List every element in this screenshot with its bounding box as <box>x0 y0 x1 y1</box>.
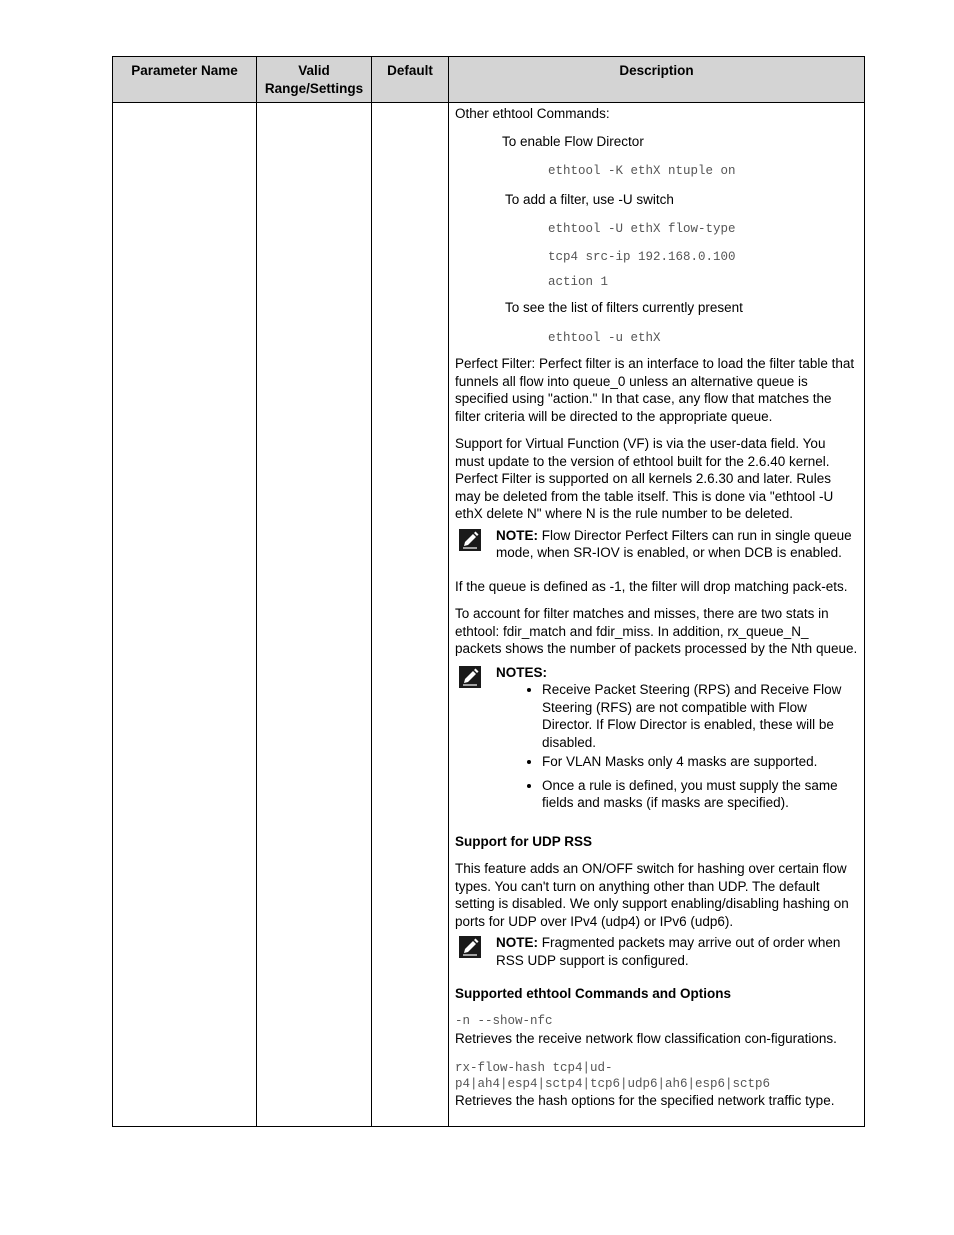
show-nfc-option: -n --show-nfc <box>455 1013 553 1028</box>
perfect-filter-paragraph: Perfect Filter: Perfect filter is an interface to load the filter table that funnels all flow into queue_0 unless an alternative queue is specified using "action." In that case, any flow that matches the filter criteria will be directed to the appropriate queue. <box>455 356 855 424</box>
rx-flow-hash-description: Retrieves the hash options for the specified network traffic type. <box>455 1092 835 1108</box>
queue-drop-paragraph: If the queue is defined as -1, the filter will drop matching pack-ets. <box>455 578 848 594</box>
udp-rss-paragraph: This feature adds an ON/OFF switch for hashing over certain flow types. You can't turn on anything other than UDP. The default setting is disabled. We only support enabling/disabling hashing on ports for UDP over IPv4 (udp4) or IPv6 (udp6). <box>455 861 849 929</box>
header-valid-range-line1: Valid <box>298 63 330 78</box>
notes-block <box>455 664 858 817</box>
table-header-row <box>113 57 865 103</box>
table-row <box>113 103 865 1127</box>
note-perfect-filters <box>455 527 858 562</box>
parameter-name-cell <box>113 103 257 1127</box>
ntuple-command: ethtool -K ethX ntuple on <box>548 164 736 178</box>
show-nfc-description: Retrieves the receive network flow classification con-figurations. <box>455 1031 837 1046</box>
note-pencil-icon <box>459 666 481 688</box>
note-text: Flow Director Perfect Filters can run in single queue mode, when SR-IOV is enabled, or when DCB is enabled. <box>496 527 852 560</box>
flow-type-command-line1: ethtool -U ethX flow-type <box>548 222 736 236</box>
udp-rss-heading: Support for UDP RSS <box>455 833 593 849</box>
notes-label: NOTES: <box>496 664 548 680</box>
note-pencil-icon <box>459 936 481 958</box>
note-label: NOTE: <box>496 527 538 543</box>
list-filters-command: ethtool -u ethX <box>548 330 661 345</box>
stats-paragraph: To account for filter matches and misses, there are two stats in ethtool: fdir_match and fdir_miss. In addition, rx_queue_N_ packets shows the number of packets processed by the Nth queue. <box>455 606 858 656</box>
description-cell <box>449 103 865 1127</box>
vf-support-paragraph: Support for Virtual Function (VF) is via the user-data field. You must update to the version of ethtool built for the 2.6.40 kernel. Perfect Filter is supported on all kernels 2.6.30 and later. Rules may be deleted from the table itself. This is done via "ethtool -U ethX delete N" where N is the rule number to be deleted. <box>455 436 834 521</box>
valid-range-cell <box>257 103 372 1127</box>
add-filter-text: To add a filter, use -U switch <box>505 191 674 207</box>
header-parameter-name: Parameter Name <box>113 57 257 103</box>
flow-type-command-line3: action 1 <box>548 275 609 289</box>
default-cell <box>372 103 449 1127</box>
note-fragmented-packets <box>455 934 858 969</box>
header-description: Description <box>449 57 865 103</box>
notes-list <box>496 681 858 812</box>
rx-flow-hash-option-line2: p4|ah4|esp4|sctp4|tcp6|udp6|ah6|esp6|sctp6 <box>455 1076 771 1091</box>
list-item: • Once a rule is defined, you must supply the same fields and masks (if masks are specified). <box>542 777 858 812</box>
flow-type-command-line2: tcp4 src-ip 192.168.0.100 <box>548 249 736 264</box>
see-filters-text: To see the list of filters currently present <box>505 300 743 315</box>
rx-flow-hash-option-line1: rx-flow-hash tcp4|ud- <box>455 1060 613 1075</box>
list-item: • For VLAN Masks only 4 masks are supported. <box>542 753 858 771</box>
other-commands-text: Other ethtool Commands: <box>455 106 610 121</box>
note-text: Fragmented packets may arrive out of order when RSS UDP support is configured. <box>496 935 841 968</box>
supported-commands-heading: Supported ethtool Commands and Options <box>455 986 731 1001</box>
header-valid-range-line2: Range/Settings <box>264 81 364 96</box>
note-pencil-icon <box>459 529 481 551</box>
header-default: Default <box>372 57 449 103</box>
enable-flow-director-text: To enable Flow Director <box>502 133 644 149</box>
note-label: NOTE: <box>496 935 538 950</box>
parameter-table <box>112 56 865 1127</box>
list-item: • Receive Packet Steering (RPS) and Receive Flow Steering (RFS) are not compatible with Flow Director. If Flow Director is enabled, these will be disabled. <box>542 681 858 751</box>
header-valid-range <box>257 57 372 103</box>
